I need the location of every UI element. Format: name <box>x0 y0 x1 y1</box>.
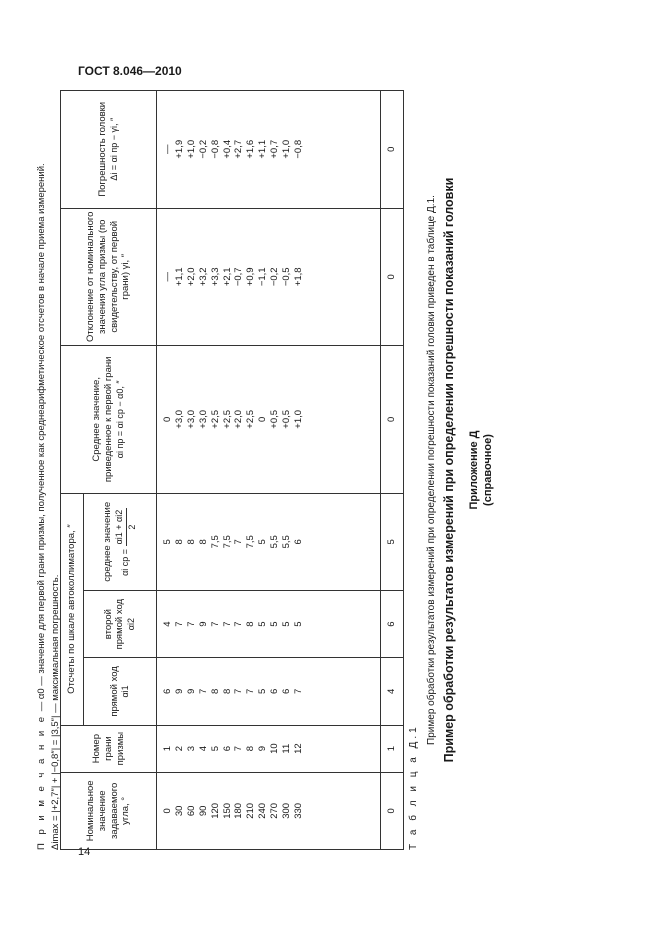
total-cell: 4 <box>380 658 403 725</box>
header-mean-label: среднее значение <box>102 501 114 582</box>
table-cell: 9 <box>174 688 186 695</box>
table-cell: −0,8 <box>209 139 221 159</box>
table-cell: 5 <box>162 539 174 545</box>
table-cell: 180 <box>233 802 245 819</box>
table-cell: 7,5 <box>245 535 257 549</box>
table-cell: +2,5 <box>209 409 221 429</box>
table-cell: −0,7 <box>233 267 245 287</box>
table-cell: 6 <box>269 688 281 695</box>
col-deviation-values <box>157 208 381 346</box>
table-cell: +1,1 <box>257 139 269 159</box>
header-error-formula: Δi = αi пр − γi, ″ <box>108 117 119 181</box>
total-row <box>380 91 403 850</box>
table-cell: — <box>162 272 174 282</box>
table-cell: 7 <box>209 621 221 627</box>
header-second-pass <box>84 591 157 658</box>
section-heading: Пример обработки результатов измерений при определении погрешности показаний головки <box>442 177 456 763</box>
table-cell: +3,3 <box>209 267 221 287</box>
table-cell: +2,5 <box>245 409 257 429</box>
table-cell: 8 <box>245 745 257 752</box>
max-error-line: Δimax = |+2,7″| + |−0,8″| = |3,5″| — максимальная погрешность. <box>50 574 61 850</box>
table-cell: −0,2 <box>269 267 281 287</box>
table-cell: 5,5 <box>280 535 292 549</box>
table-cell: +2,7 <box>233 139 245 159</box>
table-cell: +1,0 <box>185 139 197 159</box>
table-cell: 150 <box>221 802 233 819</box>
table-cell: 240 <box>257 802 269 819</box>
header-first-pass-label: прямой ход <box>108 666 120 717</box>
table-cell: 7 <box>292 688 304 695</box>
table-caption: Т а б л и ц а Д.1 <box>408 724 419 850</box>
header-reduced-mean-formula: αi пр = αi ср − α0, ″ <box>114 380 125 459</box>
table-cell: 6 <box>292 539 304 545</box>
table-cell: 5 <box>292 621 304 627</box>
appendix-subtitle: (справочное) <box>482 434 494 506</box>
table-cell: 7,5 <box>221 535 233 549</box>
table-cell: 9 <box>197 621 209 627</box>
table-cell: 8 <box>245 621 257 627</box>
total-cell: 5 <box>380 493 403 590</box>
col-face-number-values <box>157 725 381 772</box>
table-cell: +1,9 <box>174 139 186 159</box>
header-error-label: Погрешность головки <box>97 101 109 197</box>
table-cell: 270 <box>269 802 281 819</box>
table-cell: 120 <box>209 802 221 819</box>
header-first-pass-symbol: αi1 <box>120 685 131 698</box>
header-readings-group: Отсчеты по шкале автоколлиматора, ″ <box>61 493 84 725</box>
col-second-pass-values <box>157 591 381 658</box>
table-cell: 90 <box>197 805 209 817</box>
table-cell: +0,9 <box>245 267 257 287</box>
header-mean-fraction <box>114 508 138 547</box>
table-cell: +3,0 <box>185 409 197 429</box>
table-cell: +2,0 <box>233 409 245 429</box>
table-cell: −0,5 <box>280 267 292 287</box>
appendix-title: Приложение Д <box>468 430 480 510</box>
table-cell: 30 <box>174 805 186 817</box>
header-first-pass <box>84 658 157 725</box>
table-cell: 4 <box>162 621 174 627</box>
header-error <box>61 91 157 209</box>
table-cell: 7 <box>233 539 245 545</box>
table-cell: 2 <box>174 745 186 752</box>
lead-paragraph: Пример обработки результатов измерений при определении погрешности показаний головки приведен в таблице Д.1. <box>426 195 437 745</box>
table-cell: 8 <box>197 539 209 545</box>
table-cell: 5 <box>257 539 269 545</box>
total-cell: 0 <box>380 208 403 346</box>
table-cell: 7 <box>174 621 186 627</box>
table-cell: 5 <box>209 745 221 752</box>
table-cell: — <box>162 144 174 155</box>
table-cell: 7 <box>233 688 245 695</box>
table-cell: +2,0 <box>185 267 197 287</box>
header-face-number: Номер грани призмы <box>61 725 157 772</box>
table-cell: 12 <box>292 743 304 754</box>
table-cell: 8 <box>209 688 221 695</box>
table-cell: +1,6 <box>245 139 257 159</box>
table-cell: +3,0 <box>174 409 186 429</box>
table-cell: 1 <box>162 745 174 752</box>
table-cell: 6 <box>280 688 292 695</box>
table-cell: 5 <box>257 688 269 695</box>
header-reduced-mean <box>61 346 157 494</box>
col-mean-values <box>157 493 381 590</box>
table-cell: −0,8 <box>292 139 304 159</box>
table-cell: 11 <box>280 743 292 754</box>
header-deviation: Отклонение от номинального значения угла призмы (по свидетельству, от первой грани) γi, ″ <box>61 208 157 346</box>
table-cell: 8 <box>174 539 186 545</box>
header-mean-denominator: 2 <box>126 524 137 530</box>
table-cell: 0 <box>162 416 174 422</box>
table-cell: +0,5 <box>269 409 281 429</box>
table-cell: 5,5 <box>269 535 281 549</box>
table-cell: +2,1 <box>221 267 233 287</box>
table-cell: 4 <box>197 745 209 752</box>
table-cell: 6 <box>221 745 233 752</box>
table-cell: 7 <box>197 688 209 695</box>
col-error-values <box>157 91 381 209</box>
table-cell: +0,7 <box>269 139 281 159</box>
table-cell: +1,0 <box>280 139 292 159</box>
table-cell: 8 <box>185 539 197 545</box>
table-body-row <box>157 91 381 850</box>
total-cell: 0 <box>380 346 403 494</box>
table-cell: 8 <box>221 688 233 695</box>
header-mean-lhs: αi ср = <box>120 548 131 576</box>
table-cell: +3,2 <box>197 267 209 287</box>
table-cell: +1,8 <box>292 267 304 287</box>
total-cell: 6 <box>380 591 403 658</box>
table-cell: 60 <box>185 805 197 817</box>
table-cell: 0 <box>257 416 269 422</box>
table-cell: 5 <box>280 621 292 627</box>
table-cell: 7 <box>233 745 245 752</box>
page-number: 14 <box>78 846 91 858</box>
header-reduced-mean-label: Среднее значение, приведенное к первой грани <box>91 356 114 483</box>
header-second-pass-label: второй прямой ход <box>102 598 126 650</box>
table-cell: +1,1 <box>174 267 186 287</box>
note-text: — α0 — значение для первой грани призмы, полученное как среднеарифметическое отсчетов в начале приема измерений. <box>36 163 47 714</box>
table-cell: 9 <box>257 745 269 752</box>
table-cell: 330 <box>292 802 304 819</box>
table-cell: 7 <box>245 688 257 695</box>
table-cell: 5 <box>257 621 269 627</box>
table-cell: 6 <box>162 688 174 695</box>
standard-code: ГОСТ 8.046—2010 <box>78 64 182 78</box>
table-note <box>36 90 47 850</box>
table-cell: +0,4 <box>221 139 233 159</box>
table-cell: +3,0 <box>197 409 209 429</box>
table-cell: 10 <box>269 743 281 754</box>
table-cell: 0 <box>162 808 174 814</box>
col-first-pass-values <box>157 658 381 725</box>
table-cell: 9 <box>185 688 197 695</box>
table-cell: 210 <box>245 802 257 819</box>
header-second-pass-symbol: αi2 <box>126 618 137 631</box>
table-cell: 5 <box>269 621 281 627</box>
table-cell: −1,1 <box>257 267 269 287</box>
table-cell: +2,5 <box>221 409 233 429</box>
col-reduced-mean-values <box>157 346 381 494</box>
total-cell: 0 <box>380 772 403 849</box>
header-mean <box>84 493 157 590</box>
table-cell: 7 <box>221 621 233 627</box>
table-cell: +0,5 <box>280 409 292 429</box>
total-cell: 1 <box>380 725 403 772</box>
table-cell: 7 <box>233 621 245 627</box>
col-nominal-angle-values <box>157 772 381 849</box>
total-cell: 0 <box>380 91 403 209</box>
table-cell: 7 <box>185 621 197 627</box>
note-label: П р и м е ч а н и е <box>36 713 47 850</box>
table-cell: 7,5 <box>209 535 221 549</box>
table-cell: 3 <box>185 745 197 752</box>
header-nominal-angle: Номинальное значение задаваемого угла, ° <box>61 772 157 849</box>
table-cell: −0,2 <box>197 139 209 159</box>
table-cell: +1,0 <box>292 409 304 429</box>
results-table <box>60 90 404 850</box>
table-cell: 300 <box>280 802 292 819</box>
rotated-content <box>36 90 520 850</box>
header-mean-formula <box>114 497 138 587</box>
header-mean-numerator: αi1 + αi2 <box>114 508 126 547</box>
